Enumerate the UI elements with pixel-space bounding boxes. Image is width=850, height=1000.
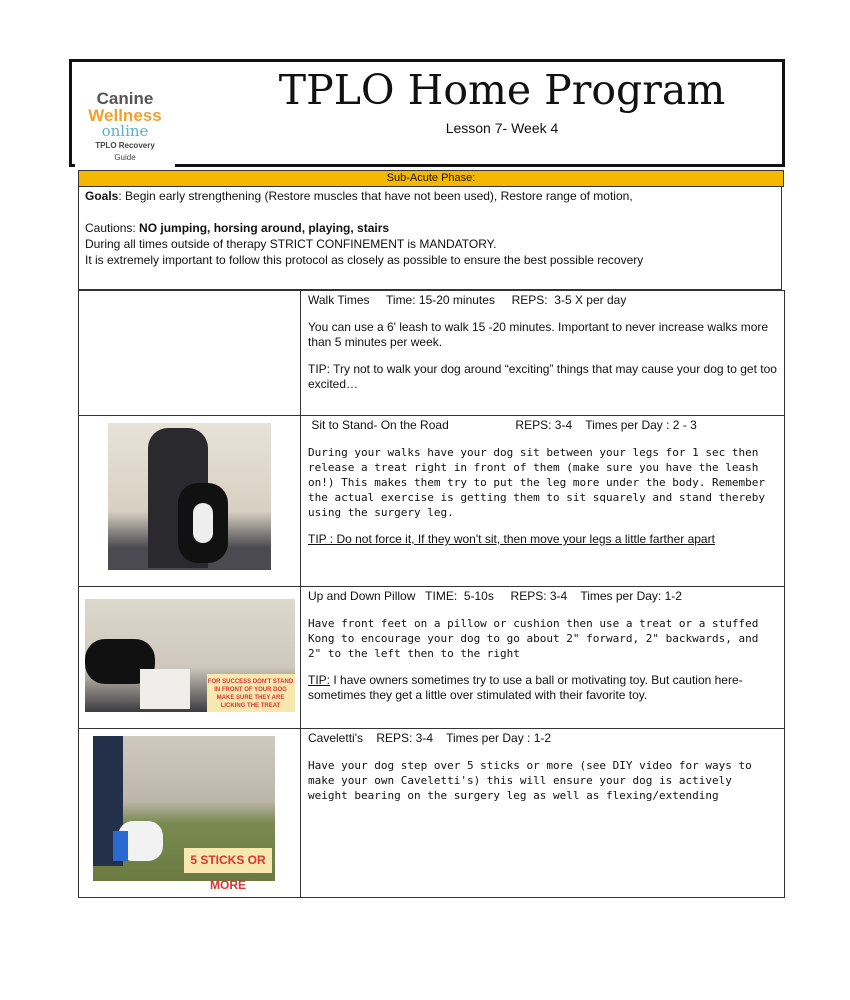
exercise-tip: TIP: Try not to walk your dog around “exciting” things that may cause your dog to get too excited… <box>308 362 777 391</box>
exercise-cell <box>301 729 785 898</box>
logo-text: online <box>101 122 149 140</box>
photo-cell <box>79 587 301 729</box>
exercise-tip: TIP : Do not force it, If they won't sit, then move your legs a little farther apart <box>308 532 715 546</box>
exercise-header: Up and Down Pillow TIME: 5-10s REPS: 3-4 Times per Day: 1-2 <box>308 589 682 603</box>
exercise-cell <box>301 291 785 416</box>
subtitle: Lesson 7- Week 4 <box>445 120 559 136</box>
exercise-header: Sit to Stand- On the Road REPS: 3-4 Times per Day : 2 - 3 <box>308 418 697 432</box>
logo-text: TPLO Recovery <box>95 141 155 150</box>
photo-cell <box>79 729 301 898</box>
table-row <box>79 729 785 898</box>
confinement-text: During all times outside of therapy STRICT CONFINEMENT is MANDATORY. <box>85 237 497 251</box>
exercise-cell <box>301 587 785 729</box>
goals-text: : Begin early strengthening (Restore muscles that have not been used), Restore range of motion, <box>118 189 633 203</box>
pillow-photo <box>85 599 295 712</box>
header <box>69 59 785 167</box>
exercise-body: During your walks have your dog sit between your legs for 1 sec then release a treat right in front of them (make sure you have the leash on!) This makes them try to put the leg more under the body. Remember the actual exercise is getting them to sit squarely and stand thereby using the surgery leg. <box>308 446 765 519</box>
exercise-body: Have your dog step over 5 sticks or more (see DIY video for ways to make your own Caveletti's) this will ensure your dog is actively weight bearing on the surgery leg as well as flexing/extending <box>308 759 752 802</box>
page-title: TPLO Home Program <box>278 66 726 114</box>
photo-caption: 5 STICKS OR MORE <box>184 848 272 873</box>
exercise-cell <box>301 416 785 587</box>
logo-text: Wellness <box>88 106 162 125</box>
photo-caption: FOR SUCCESS DON'T STAND IN FRONT OF YOUR DOG MAKE SURE THEY ARE LICKING THE TREAT <box>207 674 295 712</box>
exercise-body: You can use a 6' leash to walk 15 -20 minutes. Important to never increase walks more than 5 minutes per week. <box>308 320 769 349</box>
caveletti-photo <box>93 736 275 892</box>
exercise-body: Have front feet on a pillow or cushion then use a treat or a stuffed Kong to encourage your dog to go about 2" forward, 2" backwards, and 2" to the left then to the right <box>308 617 759 660</box>
logo <box>75 64 175 168</box>
exercise-header: Walk Times Time: 15-20 minutes REPS: 3-5 X per day <box>308 293 627 307</box>
goals-label: Goals <box>85 189 119 203</box>
table-row <box>79 416 785 587</box>
exercise-table <box>78 290 785 898</box>
empty-cell <box>79 291 301 416</box>
exercise-header: Caveletti's REPS: 3-4 Times per Day : 1-2 <box>308 731 552 745</box>
table-row <box>79 587 785 729</box>
cautions-text: NO jumping, horsing around, playing, stairs <box>139 221 390 235</box>
table-row <box>79 291 785 416</box>
goals-box <box>78 186 782 290</box>
photo-cell <box>79 416 301 587</box>
logo-text: Guide <box>114 153 136 162</box>
phase-banner: Sub-Acute Phase: <box>78 170 784 187</box>
tip-label: TIP: <box>308 673 331 687</box>
cautions-label: Cautions: <box>85 221 140 235</box>
exercise-tip: I have owners sometimes try to use a ball or motivating toy. But caution here- sometimes they get a little over stimulated with their favorite toy. <box>308 673 743 702</box>
sit-to-stand-photo <box>108 423 271 570</box>
protocol-text: It is extremely important to follow this protocol as closely as possible to ensure the best possible recovery <box>85 253 644 267</box>
logo-text: Canine <box>96 89 154 108</box>
